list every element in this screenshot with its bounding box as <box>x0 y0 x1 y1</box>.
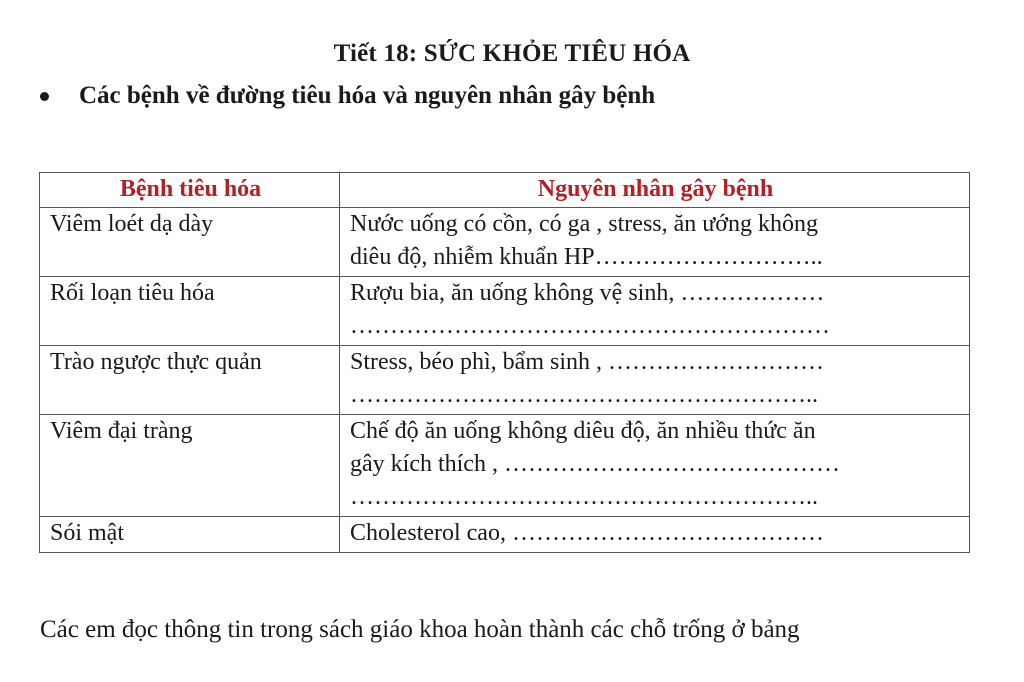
disease-cause-table <box>39 172 970 553</box>
cause-cell[interactable]: Chế độ ăn uống không diêu độ, ăn nhiều thức ăn gây kích thích , …………………………………… ………………………………………………….. <box>340 415 970 517</box>
page-title: Tiết 18: SỨC KHỎE TIÊU HÓA <box>333 40 691 67</box>
instruction-text: Các em đọc thông tin trong sách giáo khoa hoàn thành các chỗ trống ở bảng <box>40 616 800 643</box>
disease-cell: Sói mật <box>40 517 340 553</box>
table-row <box>40 517 970 553</box>
bullet-icon <box>40 92 49 101</box>
table-row <box>40 346 970 415</box>
table-row <box>40 208 970 277</box>
table-row <box>40 415 970 517</box>
cause-cell[interactable]: Stress, béo phì, bẩm sinh , ……………………… ………………………………………………….. <box>340 346 970 415</box>
disease-cell: Viêm đại tràng <box>40 415 340 517</box>
header-disease: Bệnh tiêu hóa <box>40 173 340 208</box>
section-heading-text: Các bệnh về đường tiêu hóa và nguyên nhân gây bệnh <box>79 82 656 109</box>
cause-cell[interactable]: Cholesterol cao, ………………………………… <box>340 517 970 553</box>
disease-cell: Trào ngược thực quản <box>40 346 340 415</box>
disease-cell: Rối loạn tiêu hóa <box>40 277 340 346</box>
cause-cell[interactable]: Nước uống có cồn, có ga , stress, ăn ướng không diêu độ, nhiễm khuẩn HP……………………….. <box>340 208 970 277</box>
header-cause: Nguyên nhân gây bệnh <box>340 173 970 208</box>
table-header-row <box>40 173 970 208</box>
cause-cell[interactable]: Rượu bia, ăn uống không vệ sinh, ……………… …………………………………………………… <box>340 277 970 346</box>
section-heading <box>40 82 655 110</box>
table-row <box>40 277 970 346</box>
disease-cell: Viêm loét dạ dày <box>40 208 340 277</box>
